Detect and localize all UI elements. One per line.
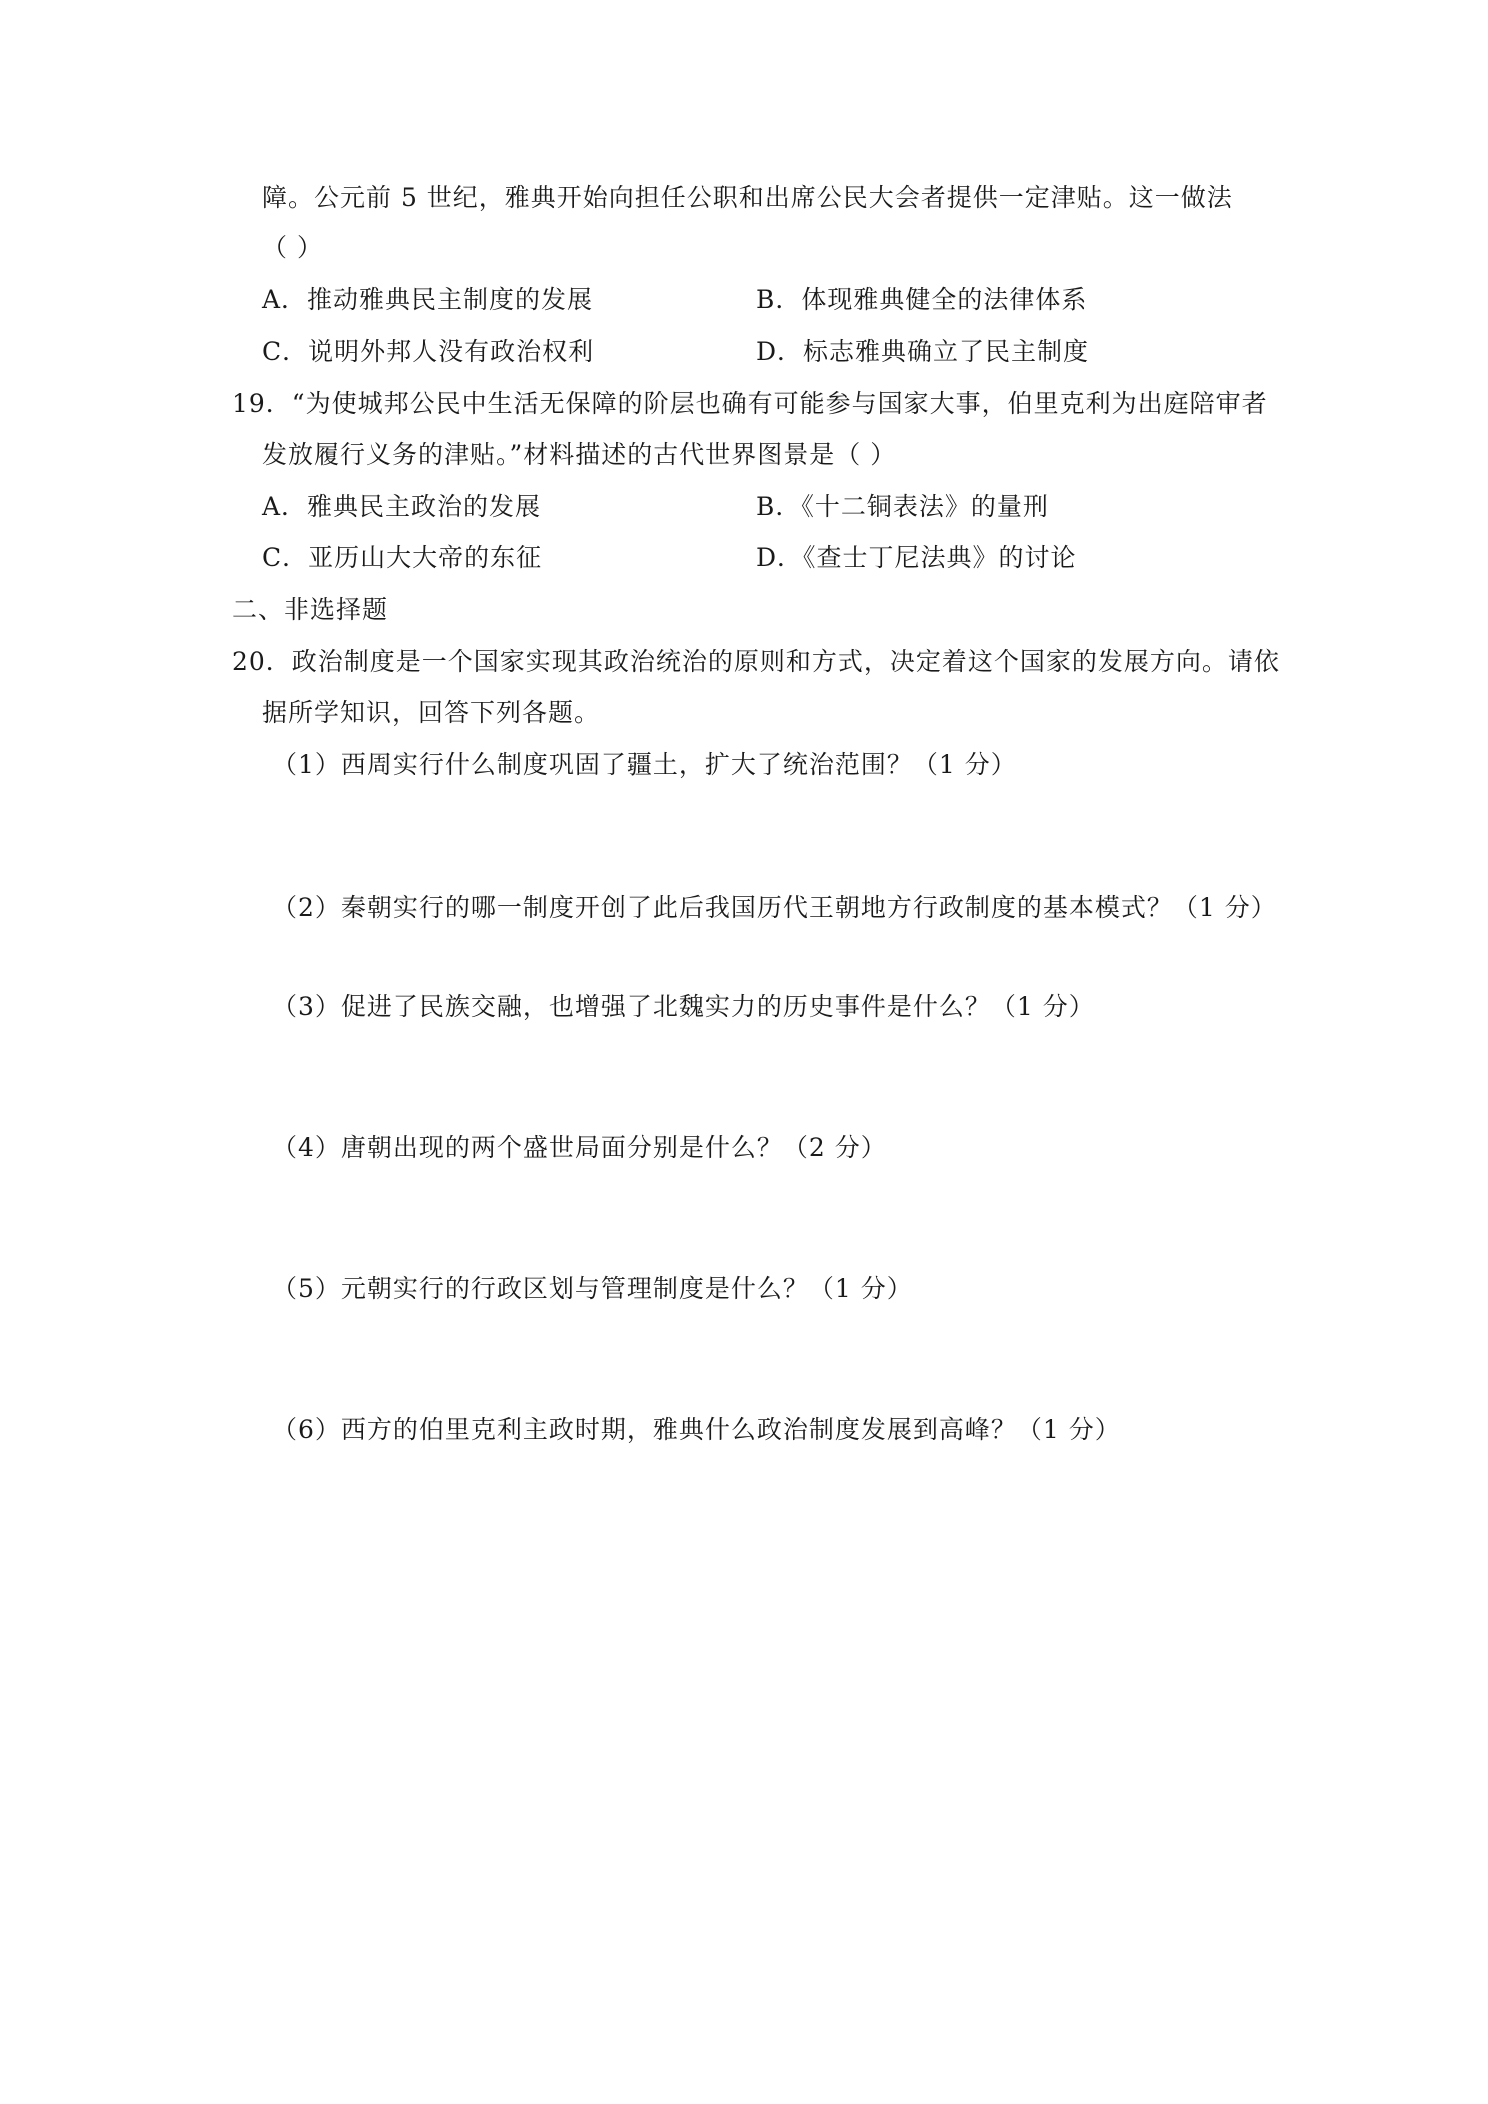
q20-subquestion-1: （1）西周实行什么制度巩固了疆土，扩大了统治范围？（1 分） [272, 750, 1017, 779]
q20-subquestion-2: （2）秦朝实行的哪一制度开创了此后我国历代王朝地方行政制度的基本模式？（1 分） [272, 893, 1277, 922]
q18-option-a: A．推动雅典民主制度的发展 [262, 285, 594, 314]
q19-option-b: B．《十二铜表法》的量刑 [756, 492, 1049, 521]
q18-answer-paren: （ ） [262, 233, 323, 262]
q19-option-c: C．亚历山大大帝的东征 [262, 543, 543, 572]
q19-stem-line-1: 19．“为使城邦公民中生活无保障的阶层也确有可能参与国家大事，伯里克利为出庭陪审者 [232, 389, 1268, 418]
q20-stem-line-1: 20．政治制度是一个国家实现其政治统治的原则和方式，决定着这个国家的发展方向。请依 [232, 647, 1280, 676]
q19-stem-line-2: 发放履行义务的津贴。”材料描述的古代世界图景是（ ） [262, 440, 897, 469]
section-heading-non-choice: 二、非选择题 [232, 595, 389, 624]
q20-subquestion-4: （4）唐朝出现的两个盛世局面分别是什么？（2 分） [272, 1133, 887, 1162]
q18-option-c: C．说明外邦人没有政治权利 [262, 337, 595, 366]
q20-stem-line-2: 据所学知识，回答下列各题。 [262, 698, 601, 727]
q20-subquestion-5: （5）元朝实行的行政区划与管理制度是什么？（1 分） [272, 1274, 913, 1303]
q18-option-d: D．标志雅典确立了民主制度 [756, 337, 1090, 366]
q18-stem-continuation: 障。公元前 5 世纪，雅典开始向担任公职和出席公民大会者提供一定津贴。这一做法 [262, 183, 1233, 212]
q20-subquestion-6: （6）西方的伯里克利主政时期，雅典什么政治制度发展到高峰？（1 分） [272, 1415, 1121, 1444]
q19-option-d: D．《查士丁尼法典》的讨论 [756, 543, 1077, 572]
q20-subquestion-3: （3）促进了民族交融，也增强了北魏实力的历史事件是什么？（1 分） [272, 992, 1095, 1021]
q19-option-a: A．雅典民主政治的发展 [262, 492, 542, 521]
q18-option-b: B．体现雅典健全的法律体系 [756, 285, 1088, 314]
